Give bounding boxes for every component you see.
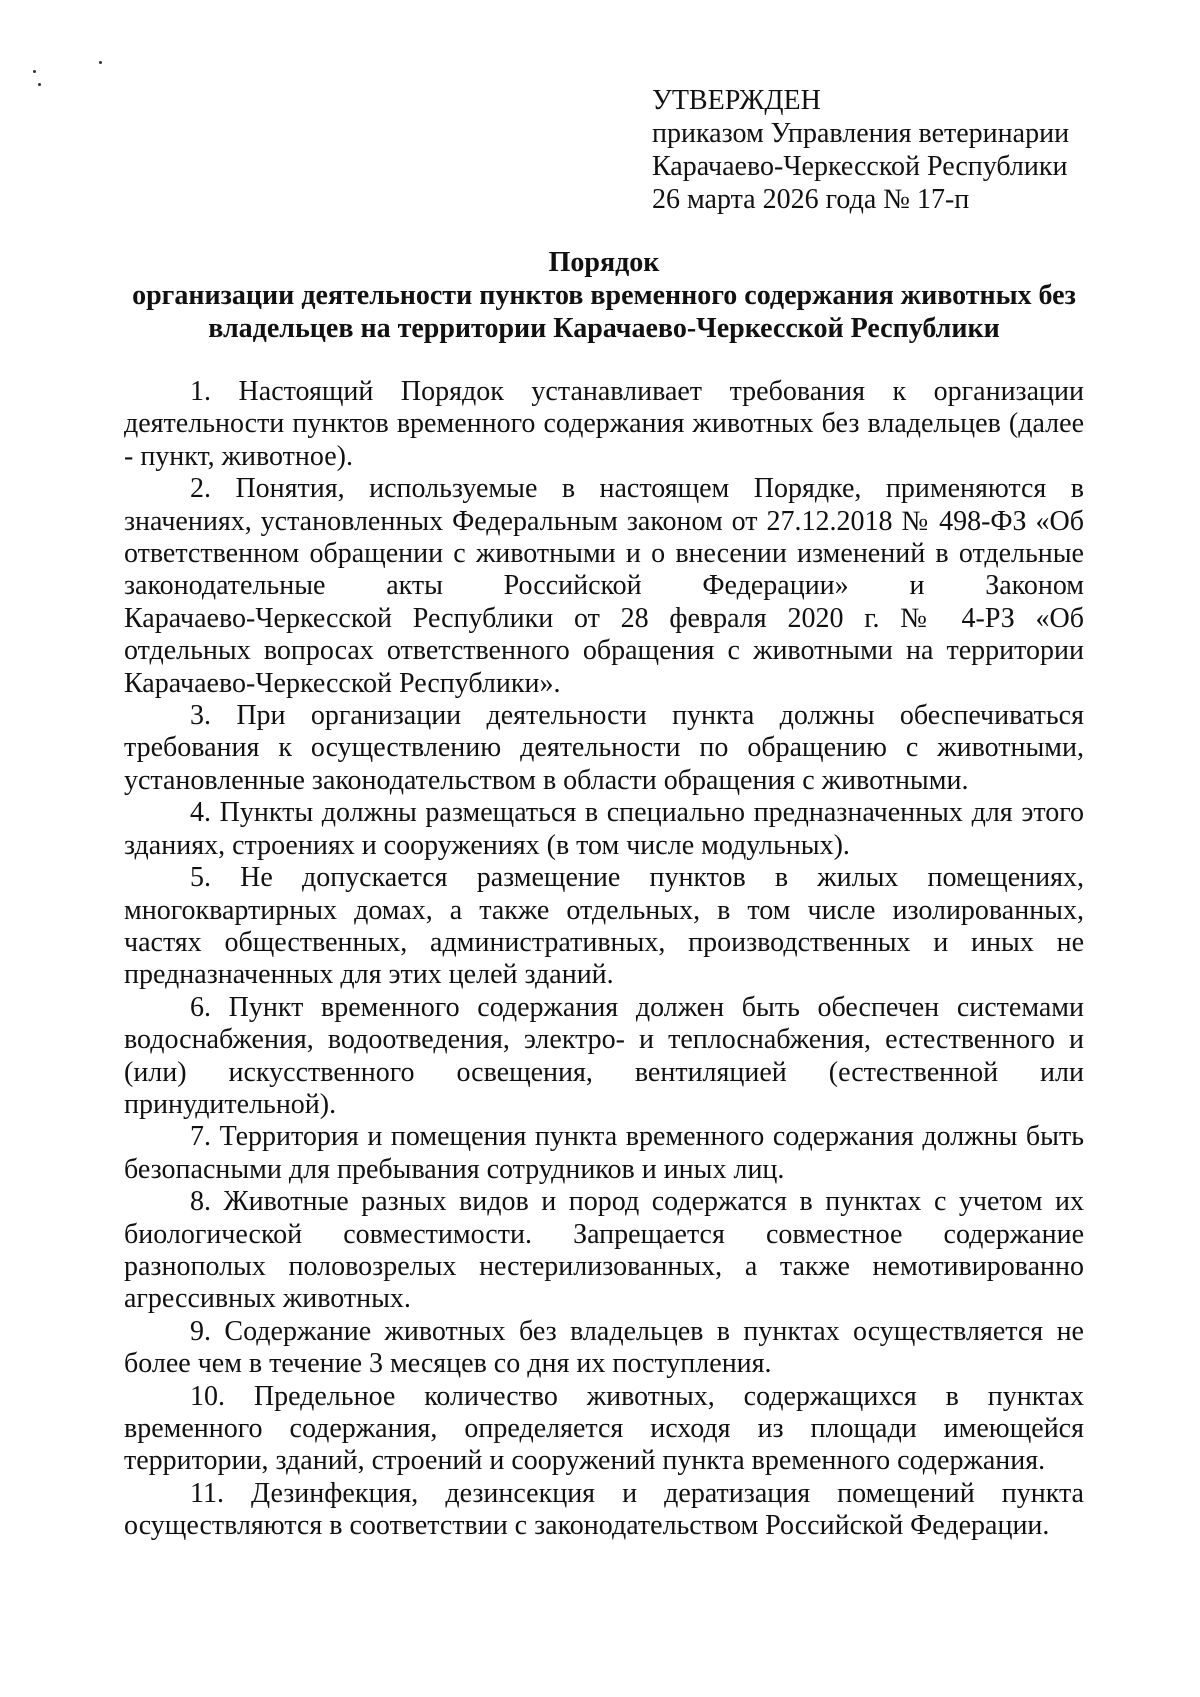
title-line: владельцев на территории Карачаево-Черкесской Республики [208,313,1000,344]
paragraph-line: агрессивных животных. [124,1283,411,1315]
paragraph-item [124,700,1084,797]
paragraph-item [124,797,1084,862]
paragraph-item [124,862,1084,992]
paragraph-line: законодательные акты Российской Федерации» и Законом [124,570,1084,602]
title-line: Порядок [548,247,660,278]
paragraph-item [124,992,1084,1122]
paragraph-line: 6. Пункт временного содержания должен быть обеспечен системами [190,991,1084,1023]
paragraph-line: частях общественных, административных, производственных и иных не [124,926,1084,958]
paragraph-line: отдельных вопросах ответственного обращения с животными на территории [124,635,1084,667]
paragraph-line: 1. Настоящий Порядок устанавливает требования к организации [190,376,1084,407]
paragraph-item [124,1381,1084,1478]
paragraph-line: требования к осуществлению деятельности по обращению с животными, [124,732,1084,764]
paragraph-line: предназначенных для этих целей зданий. [124,959,614,991]
paragraph-item [124,1316,1084,1381]
paragraph-line: территории, зданий, строений и сооружений пункта временного содержания. [124,1445,1046,1477]
paragraph-line: 8. Животные разных видов и пород содержатся в пунктах с учетом их [190,1186,1084,1218]
paragraph-line: безопасными для пребывания сотрудников и иных лиц. [124,1153,785,1185]
approval-order-line: приказом Управления ветеринарии [652,118,1070,149]
paragraph-line: многоквартирных домах, а также отдельных, в том числе изолированных, [124,894,1084,926]
paragraph-line: - пункт, животное). [124,440,353,472]
paragraph-line: установленные законодательством в области обращения с животными. [124,764,969,796]
paragraph-line: зданиях, строениях и сооружениях (в том числе модульных). [124,829,850,861]
paragraph-line: разнополых половозрелых нестерилизованных, а также немотивированно [124,1250,1084,1282]
paragraph-line: более чем в течение 3 месяцев со дня их поступления. [124,1348,772,1380]
paragraph-item [124,1478,1084,1543]
document-title [124,246,1084,345]
approval-heading: УТВЕРЖДЕН [652,85,821,116]
paragraph-line: 5. Не допускается размещение пунктов в жилых помещениях, [190,862,1084,894]
paragraph-line: водоснабжения, водоотведения, электро- и теплоснабжения, естественного и [124,1024,1084,1056]
paragraph-item [124,473,1084,700]
title-line: организации деятельности пунктов временного содержания животных без [132,280,1076,311]
paragraph-line: 10. Предельное количество животных, содержащихся в пунктах [190,1380,1084,1412]
paragraph-line: ответственном обращении с животными и о внесении изменений в отдельные [124,538,1084,570]
paragraph-line: Карачаево-Черкесской Республики». [124,667,561,699]
paragraph-item [124,1186,1084,1316]
scan-speck [33,70,36,73]
paragraph-line: 11. Дезинфекция, дезинсекция и дератизация помещений пункта [190,1477,1084,1509]
document-body [124,376,1084,1543]
paragraph-line: деятельности пунктов временного содержания животных без владельцев (далее [124,408,1084,440]
paragraph-line: 3. При организации деятельности пункта должны обеспечиваться [190,700,1084,732]
paragraph-line: принудительной). [124,1088,337,1120]
paragraph-line: осуществляются в соответствии с законодательством Российской Федерации. [124,1510,1050,1542]
paragraph-item [124,1121,1084,1186]
paragraph-line: 2. Понятия, используемые в настоящем Порядке, применяются в [190,473,1084,505]
paragraph-line: 4. Пункты должны размещаться в специально предназначенных для этого [190,797,1084,829]
paragraph-line: значениях, установленных Федеральным законом от 27.12.2018 № 498-ФЗ «Об [124,505,1084,537]
paragraph-line: (или) искусственного освещения, вентиляцией (естественной или [124,1056,1084,1088]
paragraph-line: Карачаево-Черкесской Республики от 28 февраля 2020 г. № 4-РЗ «Об [124,602,1084,634]
approval-republic-line: Карачаево-Черкесской Республики [652,151,1068,182]
approval-date-number: 26 марта 2026 года № 17-п [652,184,970,215]
scan-speck [99,61,102,64]
scan-speck [38,83,41,86]
paragraph-item [124,376,1084,473]
approval-stamp [652,84,1122,216]
paragraph-line: 7. Территория и помещения пункта временного содержания должны быть [190,1121,1084,1153]
paragraph-line: 9. Содержание животных без владельцев в пунктах осуществляется не [190,1315,1084,1347]
paragraph-line: временного содержания, определяется исходя из площади имеющейся [124,1413,1084,1444]
paragraph-line: биологической совместимости. Запрещается совместное содержание [124,1218,1084,1250]
